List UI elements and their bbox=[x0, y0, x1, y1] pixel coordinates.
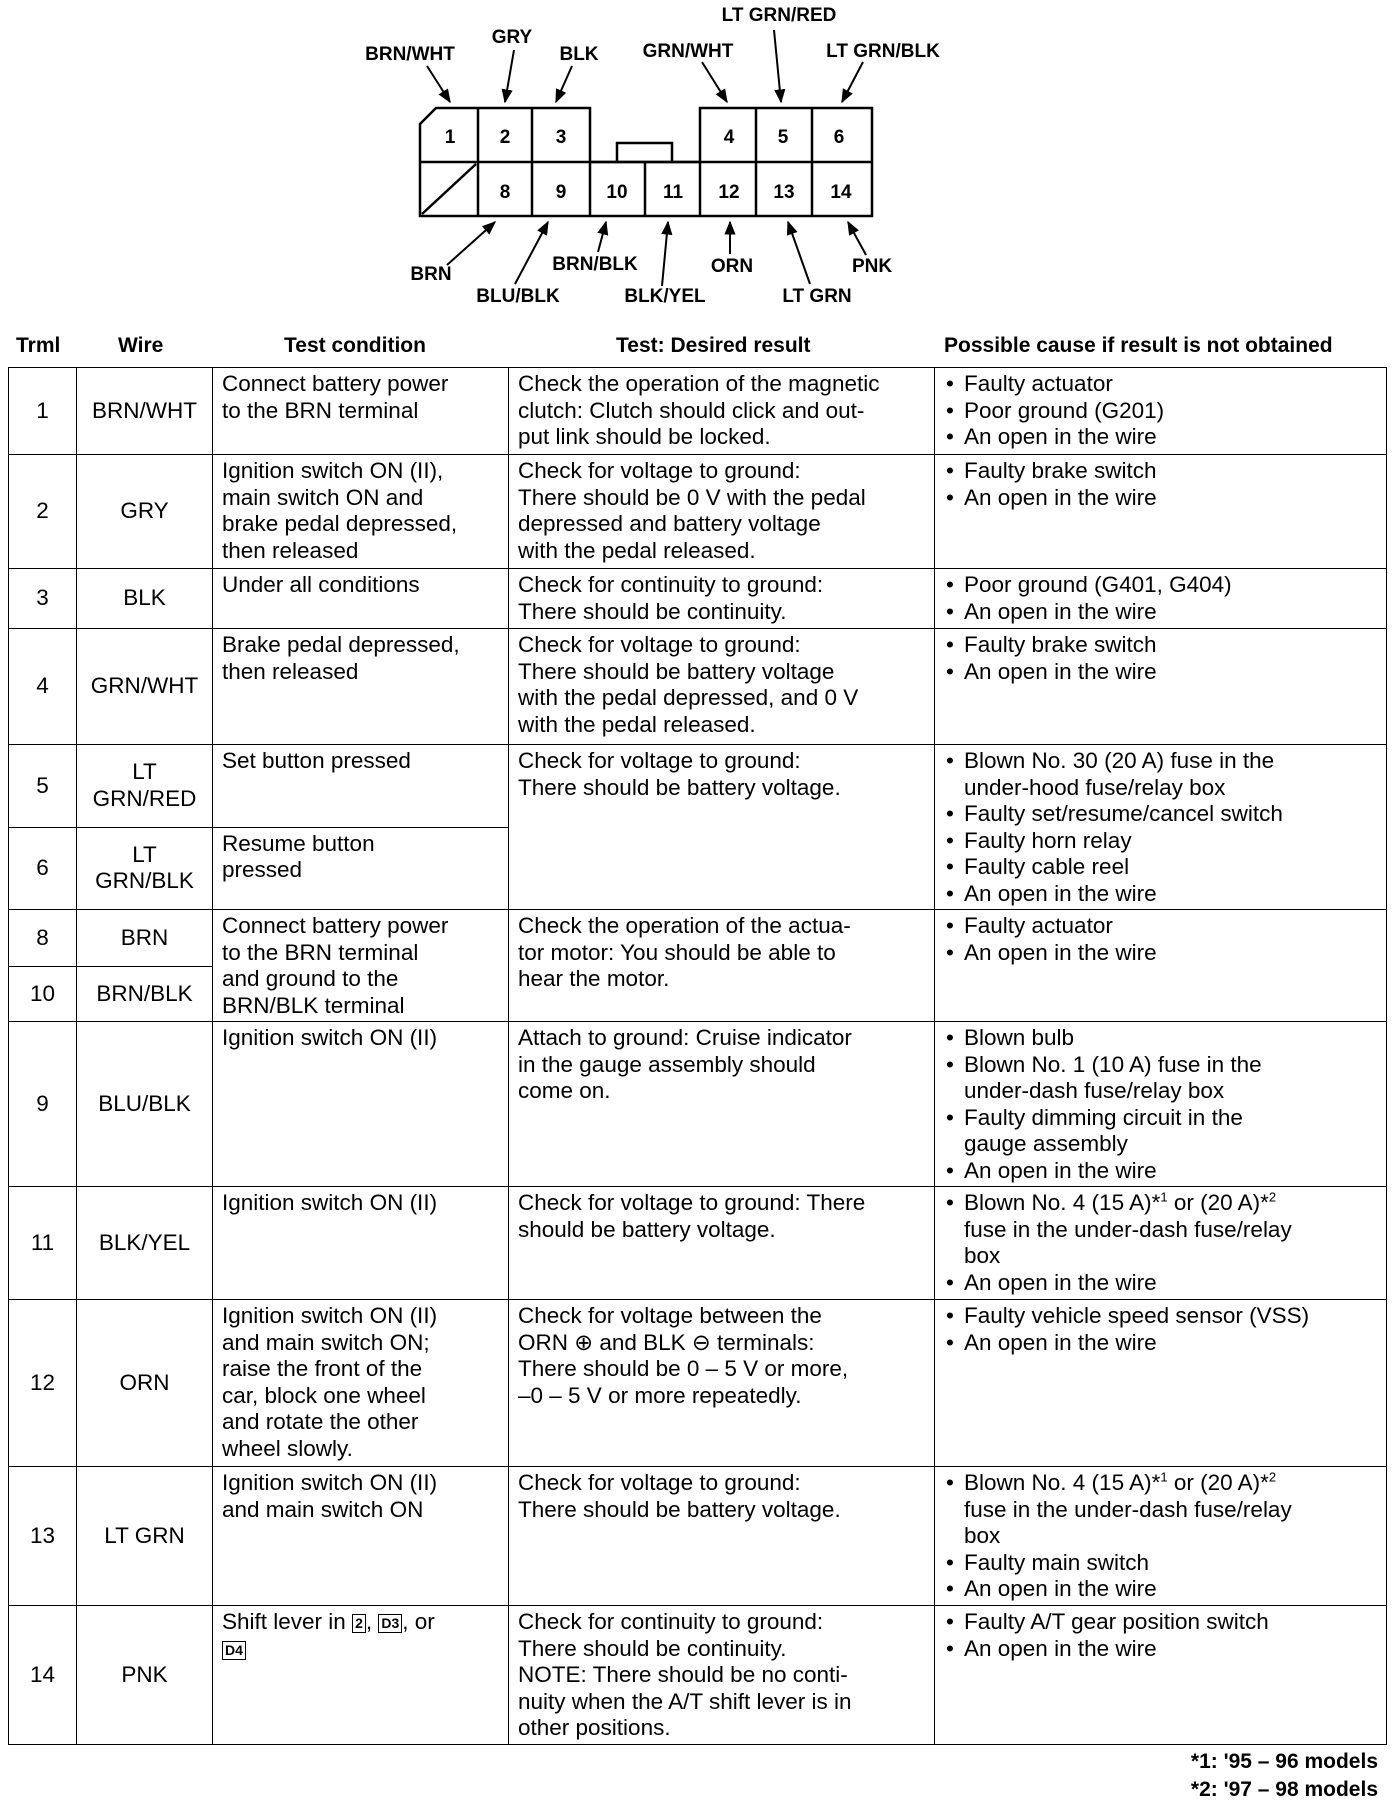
cause-item: • Poor ground (G401, G404) bbox=[944, 572, 1378, 599]
footnote-1: *1: '95 – 96 models bbox=[1190, 1750, 1378, 1773]
cause-item: • Faulty A/T gear position switch bbox=[944, 1609, 1378, 1636]
trml-cell: 1 bbox=[9, 368, 77, 455]
wire-cell bbox=[77, 745, 213, 828]
cause-item: • Faulty actuator bbox=[944, 371, 1378, 398]
trml-cell: 8 bbox=[9, 910, 77, 967]
cause-item: • Faulty actuator bbox=[944, 913, 1378, 940]
leader-arrows bbox=[427, 30, 866, 286]
cause-item-fuse: • Blown No. 4 (15 A)*$^1$ or (20 A)*$^2$ fuse in the under-dash fuse/relay box bbox=[944, 1470, 1378, 1550]
cause-item: • An open in the wire bbox=[944, 1576, 1378, 1603]
wire-label-blk-yel: BLK/YEL bbox=[624, 286, 706, 307]
trml-cell: 4 bbox=[9, 629, 77, 745]
cause-item: • An open in the wire bbox=[944, 599, 1378, 626]
cause-item: • An open in the wire bbox=[944, 1270, 1378, 1297]
cause-item: • An open in the wire bbox=[944, 940, 1378, 967]
connector-diagram bbox=[0, 0, 1392, 320]
condition-cell: Ignition switch ON (II) bbox=[213, 1022, 509, 1187]
result-cell: Check for continuity to ground: There should be continuity. bbox=[509, 569, 935, 629]
condition-cell: Ignition switch ON (II) bbox=[213, 1187, 509, 1300]
table-row bbox=[9, 745, 1387, 828]
header-possible-cause: Possible cause if result is not obtained bbox=[944, 334, 1333, 357]
table-row bbox=[9, 629, 1387, 745]
wire-label-brn-blk: BRN/BLK bbox=[552, 254, 638, 275]
gear-2-symbol: 2 bbox=[352, 1614, 366, 1633]
wire-line: GRN/BLK bbox=[95, 868, 194, 894]
trml-cell: 6 bbox=[9, 827, 77, 910]
result-cell: Check for voltage to ground: There should be battery voltage. bbox=[509, 745, 935, 910]
cause-item: • Faulty set/resume/cancel switch bbox=[944, 801, 1378, 828]
terminal-13: 13 bbox=[773, 182, 795, 203]
cause-cell bbox=[935, 569, 1387, 629]
wire-line: LT bbox=[132, 841, 157, 867]
trml-cell: 13 bbox=[9, 1467, 77, 1606]
cause-item: • An open in the wire bbox=[944, 659, 1378, 686]
footnote-2: *2: '97 – 98 models bbox=[1190, 1778, 1378, 1801]
result-cell: Check for voltage to ground: There should be 0 V with the pedal depressed and battery voltage with the pedal released. bbox=[509, 455, 935, 569]
table-row bbox=[9, 569, 1387, 629]
wire-label-grn-wht: GRN/WHT bbox=[642, 41, 734, 62]
header-desired-result: Test: Desired result bbox=[616, 334, 811, 357]
header-test-condition: Test condition bbox=[284, 334, 426, 357]
condition-cell: Shift lever in 2 , D3 , or D4 bbox=[213, 1606, 509, 1745]
connector-outline bbox=[420, 108, 872, 216]
table-row bbox=[9, 910, 1387, 967]
cause-cell bbox=[935, 455, 1387, 569]
wire-cell: GRY bbox=[77, 455, 213, 569]
table-row bbox=[9, 1022, 1387, 1187]
terminal-6: 6 bbox=[833, 127, 845, 148]
result-cell: Check for voltage to ground: There should be battery voltage. bbox=[509, 1467, 935, 1606]
cause-item: • An open in the wire bbox=[944, 1330, 1378, 1357]
terminal-3: 3 bbox=[555, 127, 567, 148]
terminal-12: 12 bbox=[718, 182, 740, 203]
wire-cell: BRN/BLK bbox=[77, 966, 213, 1022]
cause-item: • Blown No. 1 (10 A) fuse in the under-dash fuse/relay box bbox=[944, 1052, 1378, 1105]
wire-label-lt-grn-blk: LT GRN/BLK bbox=[826, 41, 940, 62]
cause-item: • Faulty cable reel bbox=[944, 854, 1378, 881]
terminal-2: 2 bbox=[499, 127, 511, 148]
terminal-1: 1 bbox=[444, 127, 456, 148]
table-row bbox=[9, 1467, 1387, 1606]
wire-label-brn: BRN bbox=[410, 264, 452, 285]
terminal-5: 5 bbox=[777, 127, 789, 148]
wire-cell: GRN/WHT bbox=[77, 629, 213, 745]
cause-item: • Faulty brake switch bbox=[944, 632, 1378, 659]
cause-item: • Faulty brake switch bbox=[944, 458, 1378, 485]
wire-cell: BRN/WHT bbox=[77, 368, 213, 455]
result-cell: Attach to ground: Cruise indicator in the gauge assembly should come on. bbox=[509, 1022, 935, 1187]
result-cell: Check for voltage to ground: There should be battery voltage with the pedal depressed, and 0 V with the pedal released. bbox=[509, 629, 935, 745]
condition-cell: Ignition switch ON (II) and main switch ON bbox=[213, 1467, 509, 1606]
gear-d3-symbol: D3 bbox=[378, 1614, 402, 1633]
cause-item: • An open in the wire bbox=[944, 881, 1378, 908]
cause-item: • An open in the wire bbox=[944, 424, 1378, 451]
cause-item: • Blown bulb bbox=[944, 1025, 1378, 1052]
terminal-11: 11 bbox=[662, 182, 684, 203]
cause-cell bbox=[935, 1187, 1387, 1300]
wire-line: LT bbox=[132, 759, 157, 785]
cause-item: • An open in the wire bbox=[944, 485, 1378, 512]
result-cell: Check for continuity to ground: There should be continuity. NOTE: There should be no conti- nuity when the A/T shift lever is in other positions. bbox=[509, 1606, 935, 1745]
condition-cell: Connect battery power to the BRN terminal bbox=[213, 368, 509, 455]
cause-item: • Faulty main switch bbox=[944, 1550, 1378, 1577]
condition-cell: Ignition switch ON (II), main switch ON and brake pedal depressed, then released bbox=[213, 455, 509, 569]
condition-cell: Resume button pressed bbox=[213, 827, 509, 910]
wire-cell bbox=[77, 827, 213, 910]
trml-cell: 10 bbox=[9, 966, 77, 1022]
condition-cell: Under all conditions bbox=[213, 569, 509, 629]
cause-cell bbox=[935, 1300, 1387, 1467]
cause-cell bbox=[935, 745, 1387, 910]
terminal-10: 10 bbox=[606, 182, 628, 203]
wire-cell: ORN bbox=[77, 1300, 213, 1467]
table-row bbox=[9, 1300, 1387, 1467]
cause-cell bbox=[935, 1022, 1387, 1187]
cause-item: • Blown No. 30 (20 A) fuse in the under-hood fuse/relay box bbox=[944, 748, 1378, 801]
cause-cell bbox=[935, 1467, 1387, 1606]
gear-d4-symbol: D4 bbox=[222, 1641, 246, 1660]
wire-label-blu-blk: BLU/BLK bbox=[476, 286, 560, 307]
condition-cell: Brake pedal depressed, then released bbox=[213, 629, 509, 745]
wire-cell: BLU/BLK bbox=[77, 1022, 213, 1187]
condition-cell: Connect battery power to the BRN terminal and ground to the BRN/BLK terminal bbox=[213, 910, 509, 1022]
cause-item: • Poor ground (G201) bbox=[944, 398, 1378, 425]
table-row bbox=[9, 455, 1387, 569]
header-wire: Wire bbox=[118, 334, 164, 357]
cause-item: • An open in the wire bbox=[944, 1158, 1378, 1185]
wire-cell: BLK/YEL bbox=[77, 1187, 213, 1300]
trml-cell: 9 bbox=[9, 1022, 77, 1187]
trml-cell: 12 bbox=[9, 1300, 77, 1467]
wire-label-pnk: PNK bbox=[851, 256, 893, 277]
cause-item-fuse: • Blown No. 4 (15 A)*$^1$ or (20 A)*$^2$ fuse in the under-dash fuse/relay box bbox=[944, 1190, 1378, 1270]
result-cell: Check for voltage to ground: There should be battery voltage. bbox=[509, 1187, 935, 1300]
wire-cell: LT GRN bbox=[77, 1467, 213, 1606]
cause-item: • An open in the wire bbox=[944, 1636, 1378, 1663]
wire-label-gry: GRY bbox=[491, 27, 533, 48]
cause-cell bbox=[935, 629, 1387, 745]
wire-label-lt-grn-red: LT GRN/RED bbox=[721, 5, 837, 26]
table-row bbox=[9, 368, 1387, 455]
wire-cell: BRN bbox=[77, 910, 213, 967]
cause-cell bbox=[935, 910, 1387, 1022]
cause-cell bbox=[935, 368, 1387, 455]
condition-cell: Ignition switch ON (II) and main switch ON; raise the front of the car, block one wheel and rotate the other wheel slowly. bbox=[213, 1300, 509, 1467]
wire-label-lt-grn: LT GRN bbox=[782, 286, 852, 307]
wire-cell: BLK bbox=[77, 569, 213, 629]
trml-cell: 11 bbox=[9, 1187, 77, 1300]
result-cell: Check for voltage between the ORN ⊕ and BLK ⊖ terminals: There should be 0 – 5 V or more, –0 – 5 V or more repeatedly. bbox=[509, 1300, 935, 1467]
table-row bbox=[9, 1187, 1387, 1300]
wire-label-blk: BLK bbox=[559, 44, 599, 65]
wire-label-brn-wht: BRN/WHT bbox=[365, 44, 455, 65]
result-cell: Check the operation of the magnetic clutch: Clutch should click and out- put link should be locked. bbox=[509, 368, 935, 455]
header-trml: Trml bbox=[16, 334, 61, 357]
cause-cell bbox=[935, 1606, 1387, 1745]
cause-item: • Faulty horn relay bbox=[944, 828, 1378, 855]
wire-cell: PNK bbox=[77, 1606, 213, 1745]
trml-cell: 2 bbox=[9, 455, 77, 569]
terminal-14: 14 bbox=[830, 182, 852, 203]
trml-cell: 5 bbox=[9, 745, 77, 828]
terminal-9: 9 bbox=[555, 182, 567, 203]
cause-item: • Faulty dimming circuit in the gauge assembly bbox=[944, 1105, 1378, 1158]
trml-cell: 3 bbox=[9, 569, 77, 629]
table-row bbox=[9, 1606, 1387, 1745]
terminal-8: 8 bbox=[499, 182, 511, 203]
terminal-test-table bbox=[8, 367, 1387, 1745]
wire-label-orn: ORN bbox=[710, 256, 754, 277]
cause-item: • Faulty vehicle speed sensor (VSS) bbox=[944, 1303, 1378, 1330]
terminal-4: 4 bbox=[723, 127, 735, 148]
condition-cell: Set button pressed bbox=[213, 745, 509, 828]
wire-line: GRN/RED bbox=[92, 785, 197, 811]
trml-cell: 14 bbox=[9, 1606, 77, 1745]
result-cell: Check the operation of the actua- tor motor: You should be able to hear the motor. bbox=[509, 910, 935, 1022]
